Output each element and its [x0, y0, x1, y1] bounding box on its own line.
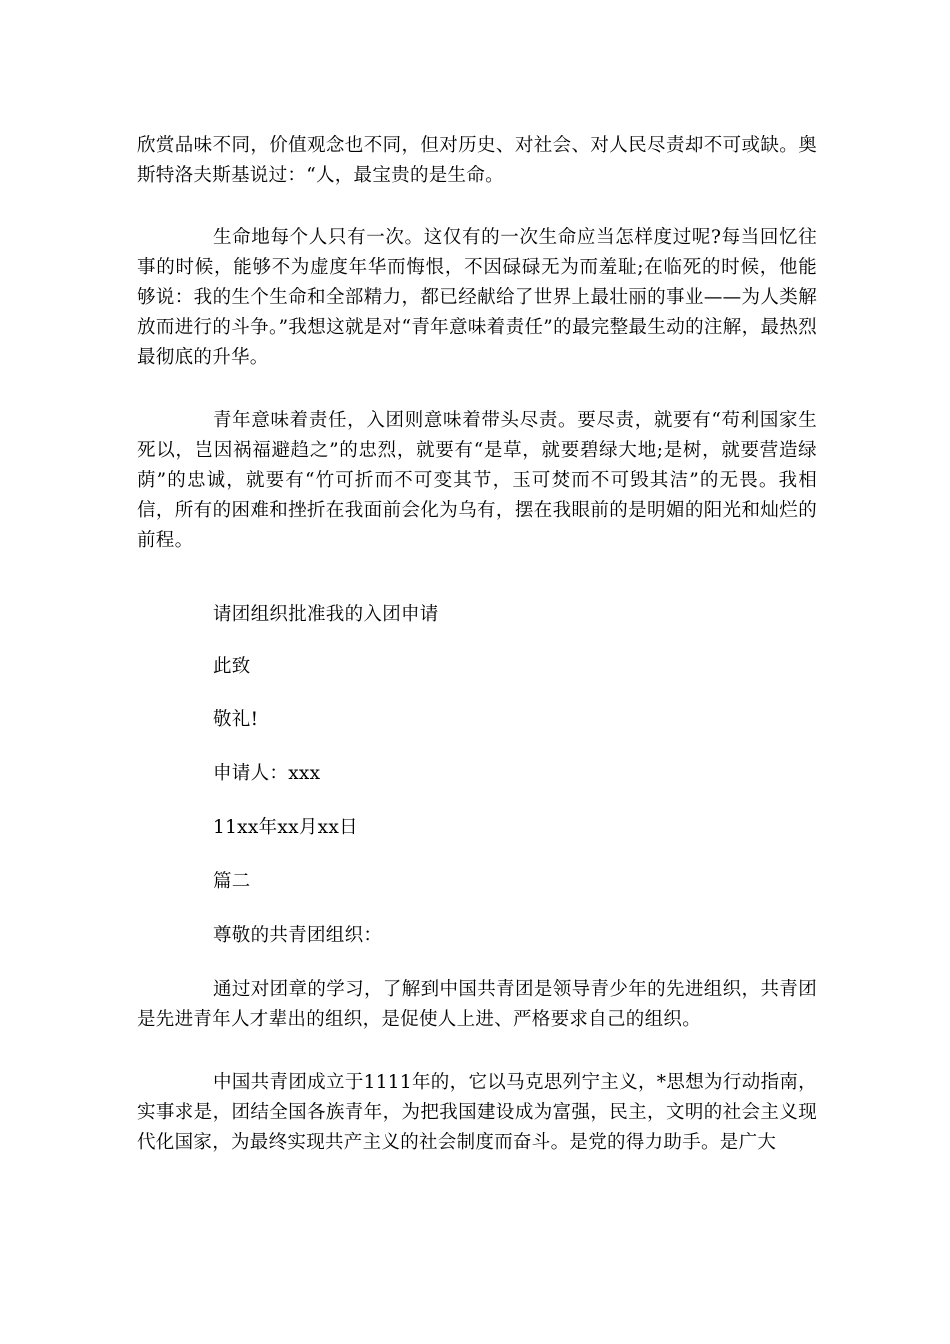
section-heading: 篇二: [213, 871, 251, 892]
paragraph-4: 通过对团章的学习，了解到中国共青团是领导青少年的先进组织，共青团是先进青年人才辈出的组织，是促使人上进、严格要求自己的组织。: [137, 979, 817, 1030]
request-line: 请团组织批准我的入团申请: [213, 604, 439, 625]
greeting-line: 尊敬的共青团组织：: [213, 925, 383, 946]
applicant-line: 申请人：xxx: [213, 763, 321, 784]
paragraph-5: 中国共青团成立于1111年的，它以马克思列宁主义，*思想为行动指南，实事求是，团结全国各族青年，为把我国建设成为富强，民主，文明的社会主义现代化国家，为最终实现共产主义的社会制度而奋斗。是党的得力助手。是广大: [137, 1072, 817, 1153]
paragraph-2: 生命地每个人只有一次。这仅有的一次生命应当怎样度过呢?每当回忆往事的时候，能够不为虚度年华而悔恨，不因碌碌无为而羞耻;在临死的时候，他能够说：我的生个生命和全部精力，都已经献给了世界上最壮丽的事业——为人类解放而进行的斗争。”我想这就是对“青年意味着责任”的最完整最生动的注解，最热烈最彻底的升华。: [137, 227, 817, 368]
paragraph-3: 青年意味着责任，入团则意味着带头尽责。要尽责，就要有“苟利国家生死以，岂因祸福避趋之”的忠烈，就要有“是草，就要碧绿大地;是树，就要营造绿荫”的忠诚，就要有“竹可折而不可变其节，玉可焚而不可毁其洁”的无畏。我相信，所有的困难和挫折在我面前会化为乌有，摆在我眼前的是明媚的阳光和灿烂的前程。: [137, 410, 817, 551]
date-line: 11xx年xx月xx日: [213, 817, 358, 838]
salutation-line-1: 此致: [213, 656, 251, 677]
paragraph-1: 欣赏品味不同，价值观念也不同，但对历史、对社会、对人民尽责却不可或缺。奥斯特洛夫斯基说过：“人，最宝贵的是生命。: [137, 135, 817, 186]
salutation-line-2: 敬礼!: [213, 709, 259, 730]
